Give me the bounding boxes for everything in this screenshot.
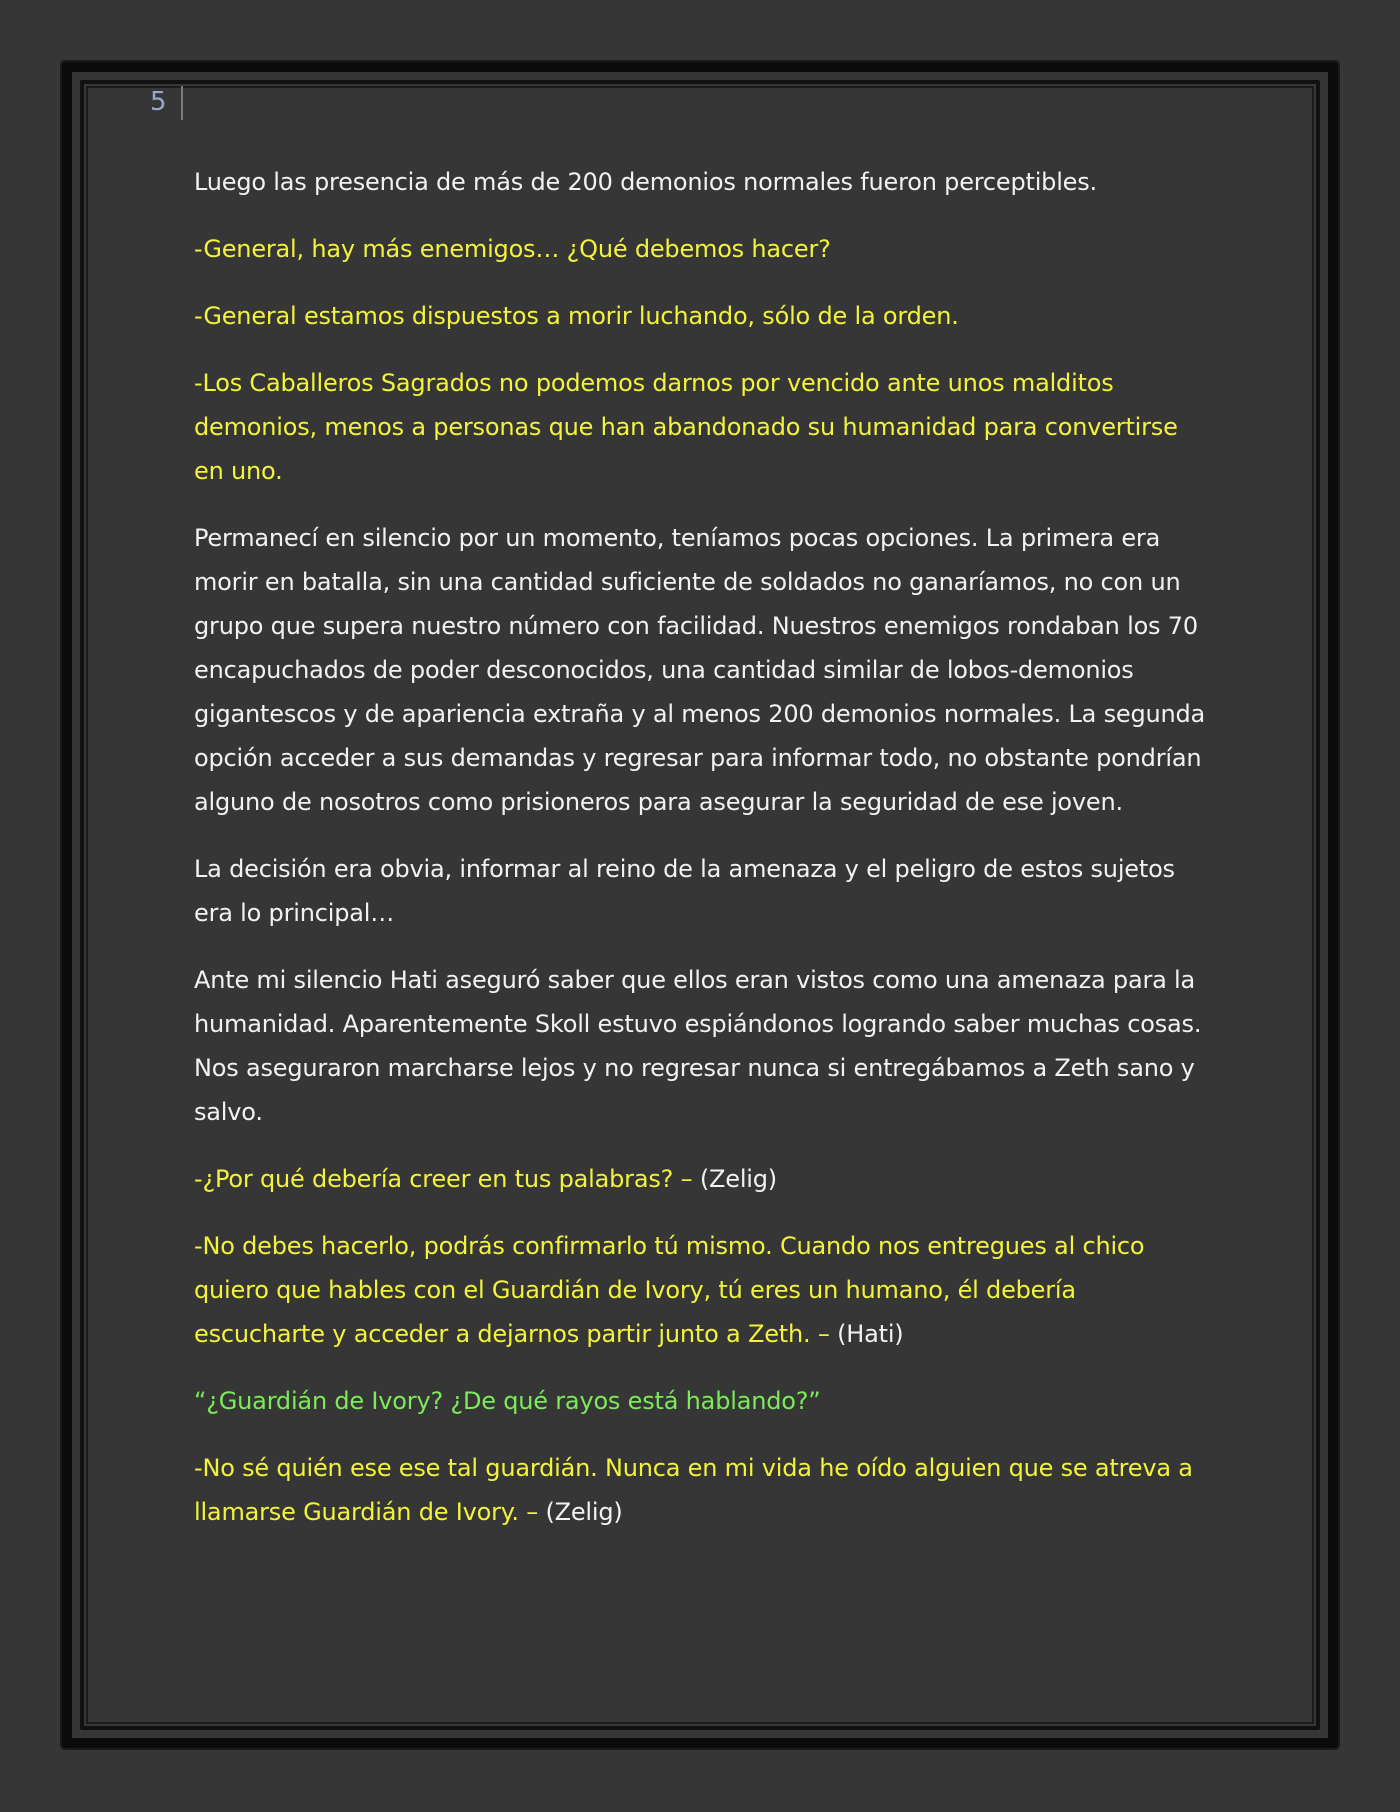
paragraph-text: Permanecí en silencio por un momento, teníamos pocas opciones. La primera era morir en batalla, sin una cantidad suficiente de soldados no ganaríamos, no con un grupo que supera nuestro número con facilidad. Nuestros enemigos rondaban los 70 encapuchados de poder desconocidos, una cantidad similar de lobos-demonios gigantescos y de apariencia extraña y al menos 200 demonios normales. La segunda opción acceder a sus demandas y regresar para informar todo, no obstante pondrían alguno de nosotros como prisioneros para asegurar la seguridad de ese joven. <box>194 524 1206 816</box>
paragraph-text: -¿Por qué debería creer en tus palabras? – <box>194 1165 700 1193</box>
speaker-tag: (Zelig) <box>545 1498 623 1526</box>
narration-paragraph <box>194 516 1214 824</box>
story-text <box>194 160 1214 1557</box>
narration-paragraph <box>194 160 1214 204</box>
dialogue-paragraph <box>194 1224 1214 1356</box>
paragraph-text: -General, hay más enemigos… ¿Qué debemos hacer? <box>194 235 831 263</box>
page-number-divider <box>181 86 183 120</box>
dialogue-paragraph <box>194 1157 1214 1201</box>
paragraph-text: -No sé quién ese ese tal guardián. Nunca en mi vida he oído alguien que se atreva a llamarse Guardián de Ivory. – <box>194 1454 1193 1526</box>
thought-paragraph <box>194 1379 1214 1423</box>
paragraph-text: Luego las presencia de más de 200 demonios normales fueron perceptibles. <box>194 168 1097 196</box>
paragraph-text: -No debes hacerlo, podrás confirmarlo tú mismo. Cuando nos entregues al chico quiero que hables con el Guardián de Ivory, tú eres un humano, él debería escucharte y acceder a dejarnos partir junto a Zeth. – <box>194 1232 1145 1348</box>
paragraph-text: La decisión era obvia, informar al reino de la amenaza y el peligro de estos sujetos era lo principal… <box>194 855 1175 927</box>
speaker-tag: (Zelig) <box>699 1165 777 1193</box>
page-number: 5 <box>150 87 167 117</box>
narration-paragraph <box>194 958 1214 1134</box>
paragraph-text: -Los Caballeros Sagrados no podemos darnos por vencido ante unos malditos demonios, menos a personas que han abandonado su humanidad para convertirse en uno. <box>194 369 1178 485</box>
dialogue-paragraph <box>194 294 1214 338</box>
speaker-tag: (Hati) <box>837 1320 904 1348</box>
narration-paragraph <box>194 847 1214 935</box>
dialogue-paragraph <box>194 361 1214 493</box>
paragraph-text: -General estamos dispuestos a morir luchando, sólo de la orden. <box>194 302 959 330</box>
dialogue-paragraph <box>194 1446 1214 1534</box>
paragraph-text: “¿Guardián de Ivory? ¿De qué rayos está hablando?” <box>194 1387 821 1415</box>
paragraph-text: Ante mi silencio Hati aseguró saber que ellos eran vistos como una amenaza para la humanidad. Aparentemente Skoll estuvo espiándonos logrando saber muchas cosas. Nos aseguraron marcharse lejos y no regresar nunca si entregábamos a Zeth sano y salvo. <box>194 966 1202 1126</box>
dialogue-paragraph <box>194 227 1214 271</box>
